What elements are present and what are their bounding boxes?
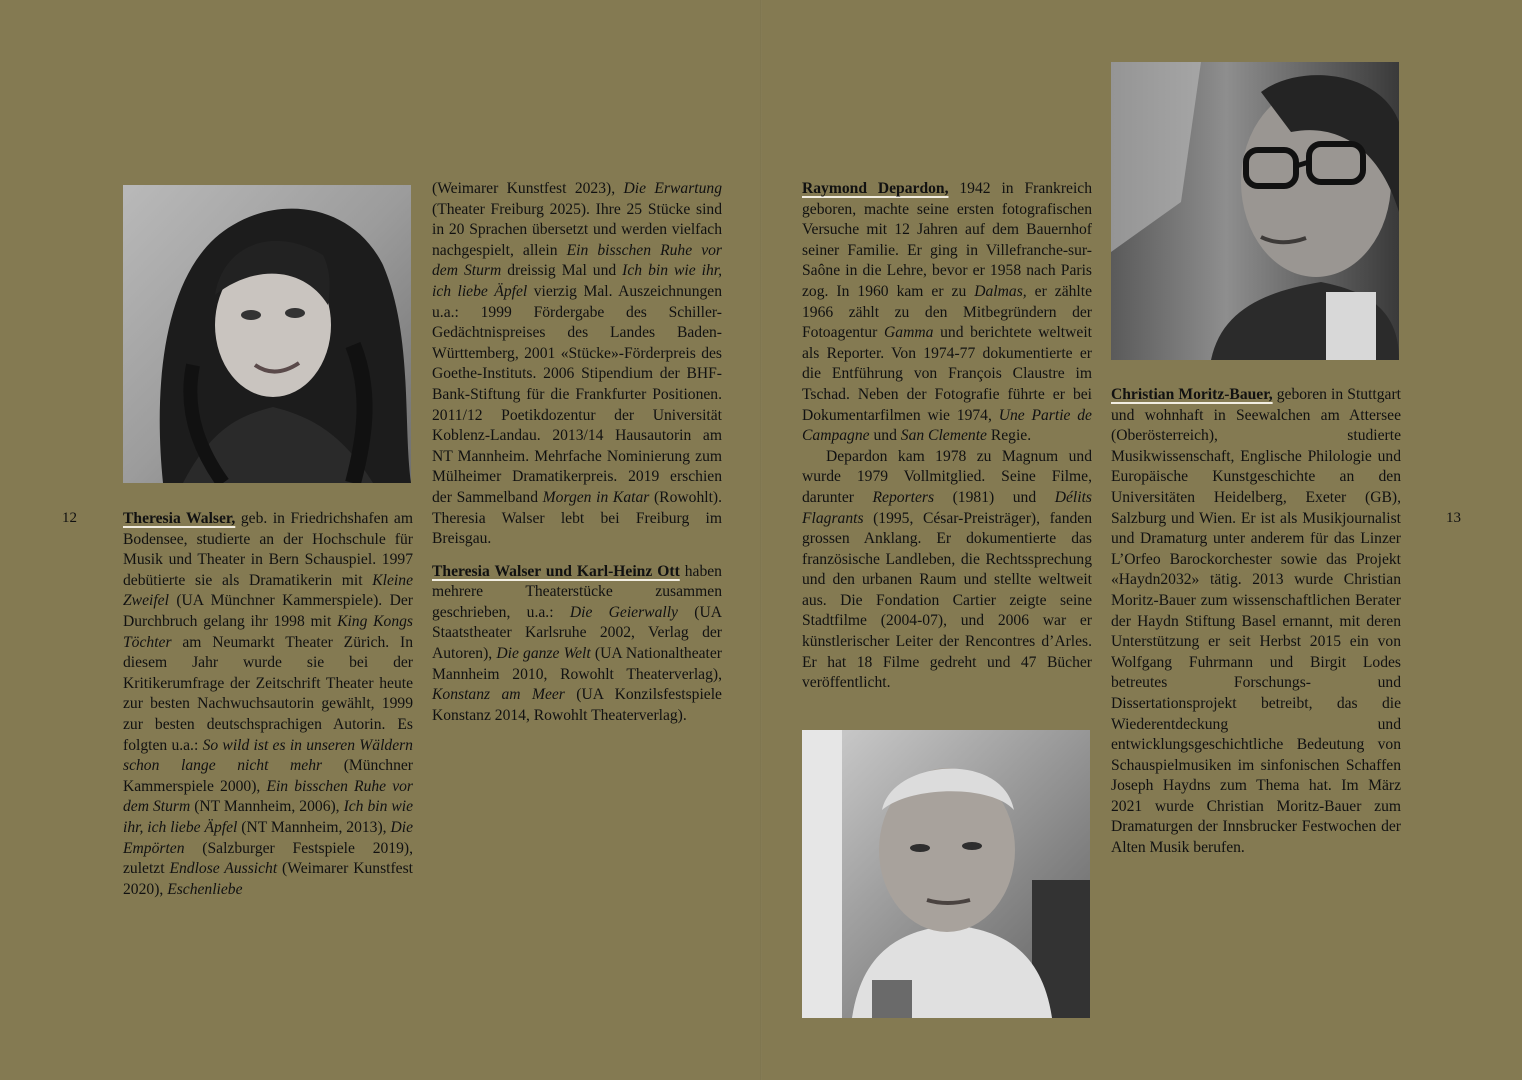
bio-theresia-walser: Theresia Walser, geb. in Friedrichshafen am Bodensee, studierte an der Hochschule für Musik und Theater in Bern Schauspiel. 1997 debütierte sie als Dramatikerin mit Kleine Zweifel (UA Münchner Kammerspiele). Der Durchbruch gelang ihr 1998 mit King Kongs Töchter am Neumarkt Theater Zürich. In diesem Jahr wurde sie bei der Kritikerumfrage der Zeitschrift Theater heute zur besten Nachwuchsautorin gewählt, 1999 zur besten deutschsprachigen Autorin. Es folgten u.a.: So wild ist es in unseren Wäldern schon lange nicht mehr (Münchner Kammerspiele 2000), Ein bisschen Ruhe vor dem Sturm (NT Mannheim, 2006), Ich bin wie ihr, ich liebe Äpfel (NT Mannheim, 2013), Die Empörten (Salzburger Festspiele 2019), zuletzt Endlose Aussicht (Weimarer Kunstfest 2020), Eschenliebe [123,510,414,898]
bio-raymond-depardon: Raymond Depardon, 1942 in Frankreich geboren, machte seine ersten fotografischen Versuche mit 12 Jahren auf dem Bauernhof seiner Familie. Er ging in Villefranche-sur-Saône in die Lehre, bevor er 1958 nach Paris zog. In 1960 kam er zu Dalmas, er zählte 1966 zählt zu den Mitbegründern der Fotoagentur Gamma und berichtete weltweit als Reporter. Von 1974-77 dokumentierte er die Entführung von François Claustre im Tschad. Neben der Fotografie führte er bei Dokumentarfilmen wie 1974, Une Partie de Campagne und San Clemente Regie. Depardon kam 1978 zu Magnum und wurde 1979 Vollmitglied. Seine Filme, darunter Reporters (1981) und Délits Flagrants (1995, César-Preisträger), fanden grossen Anklang. Er dokumentierte das französische Landleben, die Rechtssprechung und den urbanen Raum und stellte weltweit aus. Die Fondation Cartier zeigte seine Stadtfilme (2004-07), und 2006 war er künstlerischer Leiter der Rencontres d’Arles. Er hat 18 Filme gedreht und 47 Bücher veröffentlicht. [802,180,1092,692]
page-gutter [760,0,762,1080]
page-number-right: 13 [1446,510,1461,526]
name-theresia-walser: Theresia Walser, [123,510,236,527]
name-christian-moritz-bauer: Christian Moritz-Bauer, [1111,386,1273,403]
name-walser-ott: Theresia Walser und Karl-Heinz Ott [432,562,680,580]
bio-theresia-walser-continued: (Weimarer Kunstfest 2023), Die Erwartung (Theater Freiburg 2025). Ihre 25 Stücke sind in 20 Sprachen übersetzt und werden vielfach nachgespielt, allein Ein bisschen Ruhe vor dem Sturm dreissig Mal und Ich bin wie ihr, ich liebe Äpfel vierzig Mal. Auszeichnungen u.a.: 1999 Fördergabe des Schiller-Gedächtnispreises des Landes Baden-Württemberg, 2001 «Stücke»-Förderpreis des Goethe-Instituts. 2006 Stipendium der BHF-Bank-Stiftung für die Frankfurter Positionen. 2011/12 Poetikdozentur der Universität Koblenz-Landau. 2013/14 Hausautorin am NT Mannheim. Mehrfache Nominierung zum Mülheimer Dramatikerpreis. 2019 erschien der Sammelband Morgen in Katar (Rowohlt). Theresia Walser lebt bei Freiburg im Breisgau. Theresia Walser und Karl-Heinz Ott haben mehrere Theaterstücke zusammen geschrieben, u.a.: Die Geierwally (UA Staatstheater Karlsruhe 2002, Verlag der Autoren), Die ganze Welt (UA Nationaltheater Mannheim 2010, Rowohlt Theaterverlag), Konstanz am Meer (UA Konzilsfestspiele Konstanz 2014, Rowohlt Theaterverlag). [432,180,723,724]
page-number-left: 12 [62,510,77,526]
photo-raymond-depardon [802,730,1090,1018]
photo-theresia-walser [123,185,411,483]
name-raymond-depardon: Raymond Depardon, [802,180,949,197]
photo-christian-moritz-bauer [1111,62,1399,360]
bio-christian-moritz-bauer: Christian Moritz-Bauer, geboren in Stuttgart und wohnhaft in Seewalchen am Attersee (Oberösterreich), studierte Musikwissenschaft, Englische Philologie und Europäische Kunstgeschichte an den Universitäten Heidelberg, Exeter (GB), Salzburg und Wien. Er ist als Musikjournalist und Dramaturg unter anderem für das Linzer L’Orfeo Barockorchester sowie das Projekt «Haydn2032» tätig. 2013 wurde Christian Moritz-Bauer zum wissenschaftlichen Berater der Haydn Stiftung Basel ernannt, mit deren Unterstützung er seit Herbst 2015 ein von Wolfgang Fuhrmann und Birgit Lodes betreutes Forschungs- und Dissertationsprojekt betreibt, das die Wiederentdeckung und entwicklungsgeschichtliche Bedeutung von Schauspielmusiken im sinfonischen Schaffen Joseph Haydns zum Thema hat. Im März 2021 wurde Christian Moritz-Bauer zum Dramaturgen der Innsbrucker Festwochen der Alten Musik berufen. [1111,386,1402,857]
